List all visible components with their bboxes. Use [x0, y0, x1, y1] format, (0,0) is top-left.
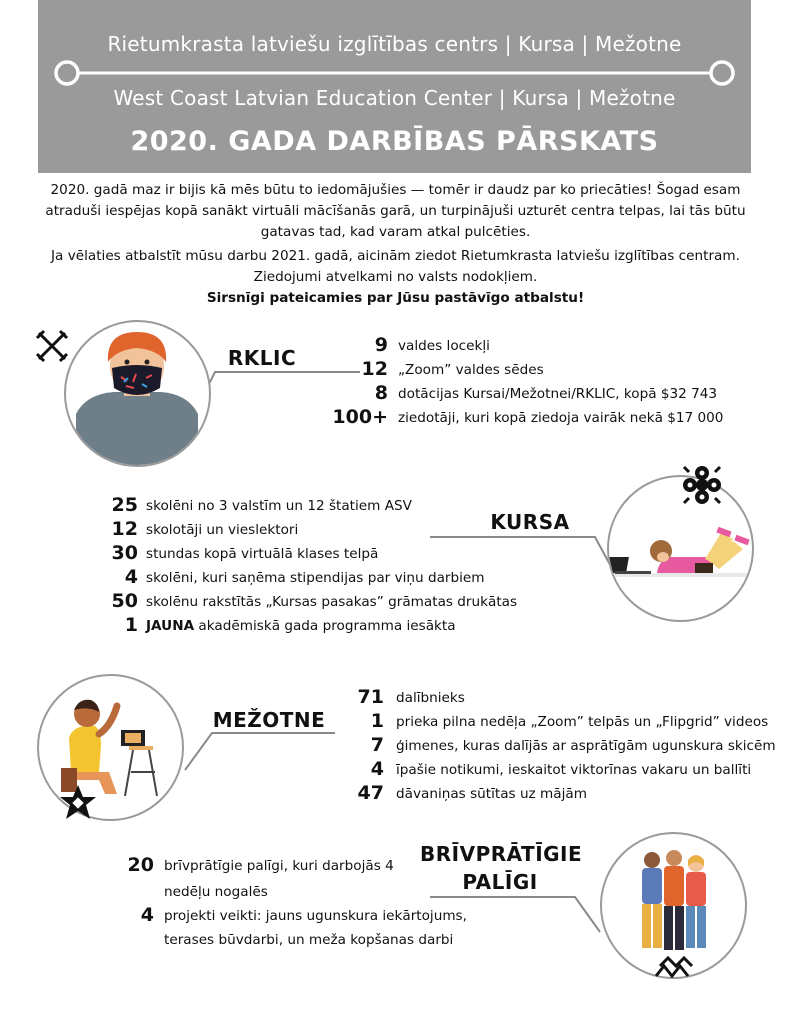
header-line-latvian: Rietumkrasta latviešu izglītības centrs | Kursa | Mežotne: [107, 32, 682, 56]
stat-text-bold: JAUNA: [146, 618, 195, 634]
stat-text-rest: akadēmiskā gada programma iesākta: [194, 618, 456, 634]
stat-text: skolēni, kuri saņēma stipendijas par viņu darbiem: [146, 570, 485, 586]
stat-text: „Zoom” valdes sēdes: [398, 362, 544, 378]
stat-number: 30: [111, 542, 138, 564]
stat-text: dāvaniņas sūtītas uz mājām: [396, 786, 587, 802]
stat-number: 47: [357, 782, 384, 804]
section-title-mezotne: MEŽOTNE: [212, 708, 326, 732]
section-title-line2: PALĪGI: [462, 870, 538, 894]
stat-number: 8: [374, 382, 388, 404]
stat-number: 4: [124, 566, 138, 588]
section-title-rklic: RKLIC: [227, 346, 297, 370]
stat-number: 7: [370, 734, 384, 756]
stat-text: ziedotāji, kuri kopā ziedoja vairāk nekā $17 000: [398, 410, 724, 426]
stat-text: valdes locekļi: [398, 338, 490, 354]
stat-text: [146, 618, 456, 634]
star-motif-icon: [58, 783, 98, 823]
stat-number: 9: [374, 334, 388, 356]
stat-number: 12: [111, 518, 138, 540]
intro-text: [20, 180, 771, 243]
stat-text: stundas kopā virtuālā klases telpā: [146, 546, 379, 562]
stat-text-line2: nedēļu nogalēs: [164, 884, 268, 900]
intro-paragraph-1: 2020. gadā maz ir bijis kā mēs būtu to iedomājušies — tomēr ir daudz par ko priecāties! Šogad esam atraduši iespējas kopā sanākt virtuāli mācīšanās garā, un turpinājuši uzturēt centra telpas, lai tās būtu gatavas tad, kad varam atkal pulcēties.: [45, 182, 746, 240]
flower-motif-icon: [680, 463, 724, 507]
stat-text: skolēni no 3 valstīm un 12 štatiem ASV: [146, 498, 412, 514]
stat-number: 20: [127, 854, 154, 876]
header-line-english: West Coast Latvian Education Center | Kursa | Mežotne: [113, 86, 676, 110]
stat-number: 4: [370, 758, 384, 780]
stat-number: 25: [111, 494, 138, 516]
stat-text: ģimenes, kuras dalījās ar asprātīgām ugunskura skicēm: [396, 738, 776, 754]
stat-text-line2: terases būvdarbi, un meža kopšanas darbi: [164, 932, 454, 948]
stat-number: 4: [140, 904, 154, 926]
masked-person-icon: [66, 322, 209, 465]
rklic-illustration: [64, 320, 211, 467]
stat-number: 12: [361, 358, 388, 380]
section-title-kursa: KURSA: [490, 510, 570, 534]
cross-motif-icon: [34, 328, 70, 364]
intro-paragraph-2: Ja vēlaties atbalstīt mūsu darbu 2021. gadā, aicinām ziedot Rietumkrasta latviešu izglītības centram. Ziedojumi atvelkami no valsts nodokļiem.: [51, 248, 740, 285]
intro-donate: [20, 246, 771, 309]
stat-text-line1: projekti veikti: jauns ugunskura iekārtojums,: [164, 908, 467, 924]
stat-text-line1: brīvprātīgie palīgi, kuri darbojās 4: [164, 858, 394, 874]
zigzag-motif-icon: [654, 954, 694, 980]
header-banner: [38, 0, 751, 173]
section-title-volunteers: [420, 840, 583, 896]
stat-text: īpašie notikumi, ieskaitot viktorīnas vakaru un ballīti: [396, 762, 752, 778]
section-title-line1: BRĪVPRĀTĪGIE: [420, 842, 583, 866]
stat-number: 71: [357, 686, 384, 708]
stat-number: 1: [370, 710, 384, 732]
stat-text: dotācijas Kursai/Mežotnei/RKLIC, kopā $32 743: [398, 386, 718, 402]
stat-text: prieka pilna nedēļa „Zoom” telpās un „Flipgrid” videos: [396, 714, 769, 730]
stat-text: skolotāji un vieslektori: [146, 522, 299, 538]
header-divider: [53, 58, 736, 88]
page-title: 2020. GADA DARBĪBAS PĀRSKATS: [130, 126, 659, 157]
stat-number: 50: [111, 590, 138, 612]
intro-thanks: Sirsnīgi pateicamies par Jūsu pastāvīgo atbalstu!: [206, 290, 585, 306]
stat-number: 100+: [332, 406, 388, 428]
stat-number: 1: [124, 614, 138, 636]
stat-text: dalībnieks: [396, 690, 465, 706]
stat-text: skolēnu rakstītās „Kursas pasakas” grāmatas drukātas: [146, 594, 518, 610]
